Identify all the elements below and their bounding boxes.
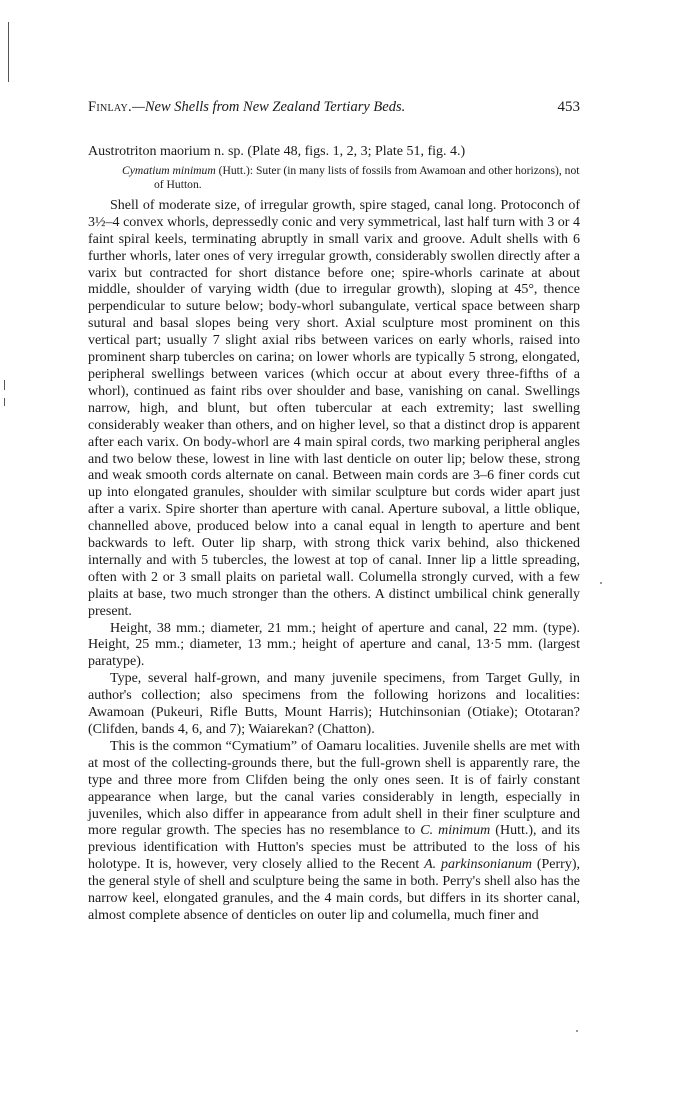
article-body bbox=[88, 144, 580, 925]
left-margin-rule bbox=[8, 22, 9, 82]
scan-speck bbox=[600, 582, 602, 584]
page-number: 453 bbox=[557, 99, 580, 115]
discussion-text: This is the common “Cymatium” of Oamaru localities. Juvenile shells are met with at most of the collecting-grounds there, but the full-grown shell is apparently rare, the type and three more from Clifden being the only ones seen. It is of fairly constant appearance when large, but the canal varies considerably in length, especially in juveniles, which also differ in appearance from adult shell in their finer sculpture and more regular growth. The species has no resemblance to bbox=[88, 738, 580, 839]
type-localities-paragraph: Type, several half-grown, and many juvenile specimens, from Target Gully, in author's collection; also specimens from the following horizons and localities: Awamoan (Pukeuri, Rifle Butts, Mount Harris); Hutchinsonian (Otiake); Ototaran? (Clifden, bands 4, 6, and 7); Waiarekan? (Chatton). bbox=[88, 671, 580, 737]
running-head-author: Finlay. bbox=[88, 99, 132, 115]
synonymy-entry bbox=[88, 164, 580, 192]
discussion-text: (Hutt.), and its previous identification with Hutton's species must be attributed to the loss of his holotype. It is, however, very closely allied to the Recent bbox=[88, 823, 581, 873]
running-head bbox=[88, 98, 580, 116]
scan-speck bbox=[576, 1030, 578, 1032]
description-paragraph: Shell of moderate size, of irregular growth, spire staged, canal long. Protoconch of 3½–4 convex whorls, depressedly conic and very symmetrical, last half turn with 3 or 4 faint spiral keels, terminating abruptly in small varix and groove. Adult shells with 6 further whorls, later ones of very irregular growth, considerably swollen directly after a varix but contracted for short distance before one; spire-whorls carinate at about middle, shoulder of varying width (due to irregular growth), sloping at 45°, thence perpendicular to suture below; body-whorl subangulate, vertical space between sharp sutural and basal slopes being very short. Axial sculpture most prominent on this vertical part; usually 7 slight axial ribs between varices on early whorls, raised into prominent sharp tubercles on carina; on lower whorls are typically 5 strong, elongated, peripheral swellings between varices (which occur at about every three-fifths of a whorl), continued as faint ribs over shoulder and base, vanishing on canal. Swellings narrow, high, and blunt, but often tubercular at each extremity; last swelling considerably weaker than others, and on higher level, so that a distinct drop is apparent after each varix. On body-whorl are 4 main spiral cords, two marking peripheral angles and two below these, lowest in line with last denticle on outer lip; below these, strong and weak smooth cords alternate on canal. Between main cords are 3–6 finer cords cut up into elongated granules, shoulder with similar sculpture but cords wider apart just after a varix. Spire shorter than aperture with canal. Aperture suboval, a little oblique, channelled above, produced below into a canal equal in length to aperture and bent backwards to left. Outer lip sharp, with strong thick varix behind, also thickened internally and with 5 tubercles, the lowest at top of canal. Inner lip a little spreading, often with 2 or 3 small plaits on parietal wall. Columella strongly curved, with a few plaits at base, two much stronger than the others. A distinct umbilical chink generally present. bbox=[88, 197, 580, 619]
discussion-text: (Perry), the general style of shell and sculpture being the same in both. Perry's shell also has the narrow keel, elongated granules, and the 4 main cords, but differs in its shorter canal, almost complete absence of denticles on outer lip and columella, much finer and bbox=[88, 857, 581, 923]
species-reference: C. minimum bbox=[420, 823, 491, 839]
species-heading: Austrotriton maorium n. sp. (Plate 48, figs. 1, 2, 3; Plate 51, fig. 4.) bbox=[88, 144, 466, 159]
species-reference: A. parkinsonianum bbox=[424, 857, 532, 873]
left-margin-rule bbox=[4, 380, 5, 390]
measurements-paragraph: Height, 38 mm.; diameter, 21 mm.; height of aperture and canal, 22 mm. (type). Height, 25 mm.; diameter, 13 mm.; height of aperture and canal, 13·5 mm. (largest paratype). bbox=[88, 620, 580, 670]
running-head-title: —New Shells from New Zealand Tertiary Beds. bbox=[131, 99, 406, 115]
synonymy-text: (Hutt.): Suter (in many lists of fossils from Awamoan and other horizons), not of Hutton. bbox=[154, 163, 580, 191]
synonymy-taxon: Cymatium minimum bbox=[122, 163, 216, 177]
left-margin-rule bbox=[4, 398, 5, 406]
discussion-paragraph bbox=[88, 739, 580, 925]
